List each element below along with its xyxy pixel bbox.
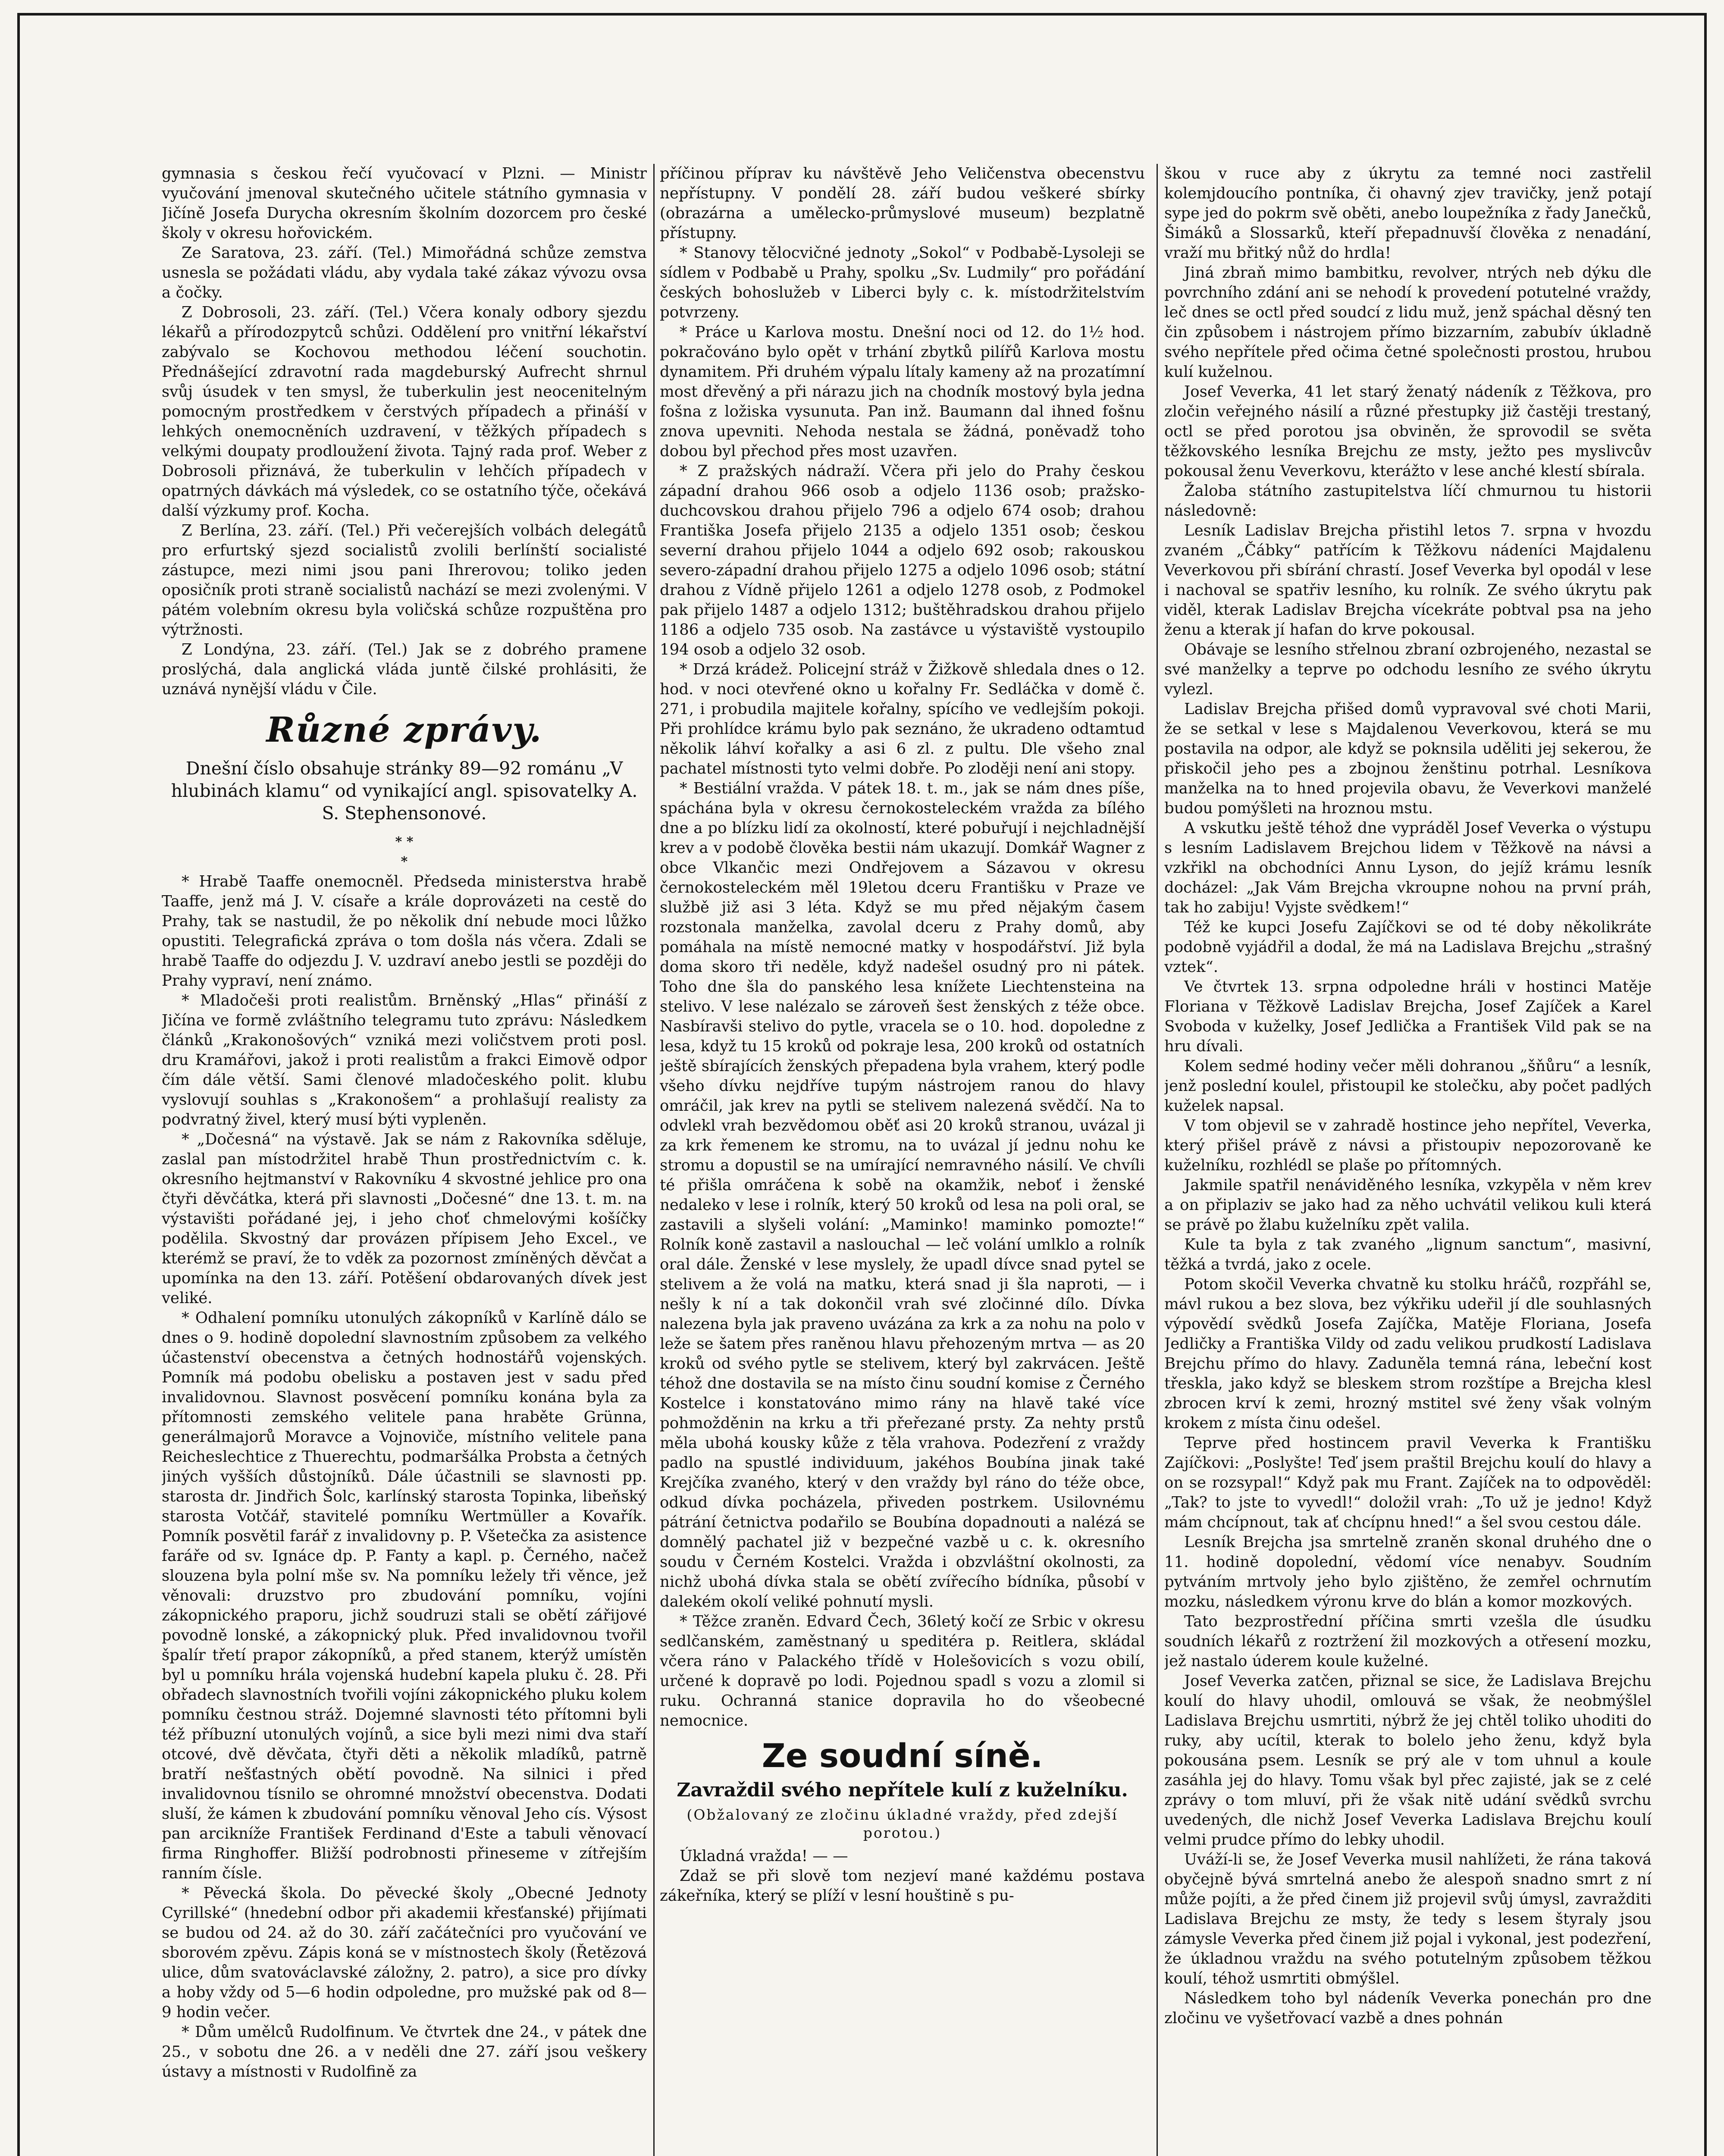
- article-paragraph: Potom skočil Veverka chvatně ku stolku hráčů, rozpřáhl se, mávl rukou a bez slova, bez výkřiku udeřil jí dle souhlasných výpovědí svědků Josefa Zajíčka, Matěje Floriana, Josefa Jedličky a Františka Vildy od zadu velikou prudkostí Ladislava Brejchu přímo do hlavy. Zaduněla temná rána, lebeční kost třeskla, jako když se bleskem strom rozštípe a Brejcha klesl zbrocen krví k zemi, hrozný mstitel své ženy však volným krokem z místa činu odešel.: [1164, 1275, 1652, 1432]
- page-border-left: [17, 13, 20, 2156]
- article-paragraph: Tato bezprostřední příčina smrti vzešla dle úsudku soudních lékařů z roztržení žil mozkových a otřesení mozku, jež nastalo úderem koule kuželné.: [1164, 1613, 1652, 1670]
- article-paragraph: Žaloba státního zastupitelstva líčí chmurnou tu historii následovně:: [1164, 482, 1652, 520]
- news-item: * Bestiální vražda. V pátek 18. t. m., jak se nám dnes píše, spáchána byla v okresu černokosteleckém vražda za bílého dne a po blízku lidí za okolností, které pobuřují i nejchladnější krev a v podobě člověka bestii nám ukazují. Domkář Wagner z obce Vlkančic mezi Ondřejovem a Sázavou v okresu černokosteleckém měl 19letou dceru Františku v Praze ve službě již asi 3 léta. Když se mu před nějakým časem rozstonala manželka, zavolal dceru z Prahy domů, aby pomáhala na místě nemocné matky v hospodářství. Již byla doma skoro tři neděle, když nadešel osudný pro ni pátek. Toho dne šla do panského lesa knížete Liechtensteina na stelivo. V lese nalézalo se zároveň šest ženských z téže obce. Nasbíravši stelivo do pytle, vracela se o 10. hod. dopoledne z lesa, když tu 15 kroků od pokraje lesa, 200 kroků od ostatních ještě sbírajících ženských přepadena byla vrahem, který podle všeho dívku nejdříve tupým nástrojem ranou do hlavy omráčil, jak krev na pytli se stelivem nalezená svědčí. Na to odvlekl vrah bezvědomou oběť asi 20 kroků stranou, uvázal ji za krk řemenem ke stromu, na to uvázal jí jednu nohu ke stromu a dopustil se na umírající nemravného násilí. Ve chvíli té přišla omráčena k sobě na okamžik, neboť i ženské nedaleko v lese i rolník, který 50 kroků od lesa na poli oral, se zastavili a slyšeli volání: „Maminko! maminko pomozte!“ Rolník koně zastavil a naslouchal — leč volání umlklo a rolník oral dále. Ženské v lese myslely, že upadl dívce snad pytel se stelivem a že volá na matku, která snad ji šla naproti, — i nešly k ní a tak dokončil vrah své zločinné dílo. Dívka nalezena byla jak praveno uvázána za krk a za nohu na polo v leže se šatem přes raněnou hlavu přehozeným mrtva — as 20 kroků od svého pytle se stelivem, který byl zakrvácen. Ještě téhož dne dostavila se na místo činu soudní komise z Černého Kostelce i konstatováno mimo rány na hlavě také více pohmožděnin na krku a tři přeřezané prsty. Za nehty prstů měla ubohá kousky kůže z těla vrahova. Podezření z vraždy padlo na spustlé individuum, jakéhos Boubína jinak také Krejčíka zvaného, který v den vraždy byl ráno do téže obce, odkud dívka pocházela, přiveden postrkem. Usilovnému pátrání četnictva podařilo se Boubína dopadnouti a nalézá se domnělý pachatel již v bezpečné vazbě u c. k. okresního soudu v Černém Kostelci. Vražda i obzvláštní okolnosti, za nichž ubohá dívka stala se obětí zvířecího bídníka, působí v dalekém okolí veliké pohnutí mysli.: [660, 780, 1145, 1611]
- news-item: * Těžce zraněn. Edvard Čech, 36letý kočí ze Srbic v okresu sedlčanském, zaměstnaný u speditéra p. Reitlera, skládal včera ráno v Palackého třídě v Holešovicích s vozu obilí, určené k dopravě po lodi. Pojednou spadl s vozu a zlomil si ruku. Ochranná stanice dopravila ho do všeobecné nemocnice.: [660, 1613, 1145, 1730]
- article-paragraph: Ladislav Brejcha přišed domů vypravoval své choti Marii, že se setkal v lese s Majdalenou Veverkovou, která se mu postavila na odpor, ale když se poknsila uděliti jej sekerou, že přiskočil jeho pes a zbojnou ženštinu potrhal. Lesníkova manželka na to hned projevila obavu, že Veverkovi manželé budou pomýšleti na hroznou mstu.: [1164, 700, 1652, 817]
- news-item: * Pěvecká škola. Do pěvecké školy „Obecné Jednoty Cyrillské“ (hnedební odbor při akademii křesťanské) přijímati se budou od 24. až do 30. září začátečníci pro vyučování ve sborovém zpěvu. Zápis koná se v místnostech školy (Řetězová ulice, dům svatováclavské záložny, 2. patro), a sice pro dívky a hoby vždy od 5—6 hodin odpoledne, pro mužské pak od 8—9 hodin večer.: [162, 1884, 647, 2021]
- article-paragraph: Ve čtvrtek 13. srpna odpoledne hráli v hostinci Matěje Floriana v Těžkově Ladislav Brejcha, Josef Zajíček a Karel Svoboda v kuželky, Josef Jedlička a František Vild pak se na hru dívali.: [1164, 978, 1652, 1055]
- news-item: * Z pražských nádraží. Včera při jelo do Prahy českou západní drahou 966 osob a odjelo 1136 osob; pražsko-duchcovskou drahou přijelo 796 a odjelo 674 osob; drahou Františka Josefa přijelo 2135 a odjelo 1351 osob; českou severní drahou přijelo 1044 a odjelo 692 osob; rakouskou severo-západní drahou přijelo 1275 a odjelo 1096 osob; státní drahou z Vídně přijelo 1261 a odjelo 1278 osob, z Podmokel pak přijelo 1487 a odjelo 1312; buštěhradskou drahou přijelo 1186 a odjelo 735 osob. Na zastávce u výstaviště vystoupilo 194 osob a odjelo 32 osob.: [660, 462, 1145, 658]
- column-rule: [653, 164, 655, 2156]
- article-paragraph: A vskutku ještě téhož dne vypráděl Josef Veverka o výstupu s lesním Ladislavem Brejchou lidem v Těžkově na návsi a vzkřikl na obchodníci Annu Lyson, do jejíž krámu lesník docházel: „Jak Vám Brejcha vkroupne nohou na první práh, tak ho zabiju! Vyjste svědkem!“: [1164, 819, 1652, 916]
- article-paragraph: Následkem toho byl nádeník Veverka ponechán pro dne zločinu ve vyšetřovací vazbě a dnes pohnán: [1164, 1990, 1652, 2027]
- article-paragraph: Z Dobrosoli, 23. září. (Tel.) Včera konaly odbory sjezdu lékařů a přírodozpytců schůzi. Oddělení pro vnitřní lékařství zabývalo se Kochovou methodou léčení souchotin. Přednášející zdravotní rada magdeburský Aufrecht shrnul svůj úsudek v ten smysl, že tuberkulin jest neocenitelným pomocným prostředkem v čerstvých případech a přináší v lehkých onemocněních uzdravení, v těžkých případech s velkými doupaty prodloužení života. Tajný rada prof. Weber z Dobrosoli přiznává, že tuberkulin v lehčích případech v opatrných dávkách má výsledek, co se ostatního týče, očekává další výzkumy prof. Kocha.: [162, 304, 647, 520]
- article-paragraph: Též ke kupci Josefu Zajíčkovi se od té doby několikráte podobně vyjádřil a dodal, že má na Ladislava Brejchu „strašný vztek“.: [1164, 918, 1652, 976]
- article-paragraph: Z Londýna, 23. září. (Tel.) Jak se z dobrého pramene proslýchá, dala anglická vláda juntě čilské prohlásiti, že uznává nynější vládu v Čile.: [162, 641, 647, 698]
- article-paragraph: gymnasia s českou řečí vyučovací v Plzni. — Ministr vyučování jmenoval skutečného učitele státního gymnasia v Jičíně Josefa Durycha okresním školním dozorcem pro české školy v okresu hořovickém.: [162, 165, 647, 242]
- column-2: [660, 164, 1145, 2156]
- news-item: * Drzá krádež. Policejní stráž v Žižkově shledala dnes o 12. hod. v noci otevřené okno u kořalny Fr. Sedláčka v domě č. 271, i probudila majitele kořalny, spícího ve vedlejším pokoji. Při prohlídce krámu bylo pak seznáno, že ukradeno odtamtud několik láhví kořalky a asi 6 zl. z pultu. Dle všeho znal pachatel místnosti tyto velmi dobře. Po zloději není ani stopy.: [660, 661, 1145, 777]
- column-rule: [1157, 164, 1158, 2156]
- article-paragraph: Lesník Ladislav Brejcha přistihl letos 7. srpna v hvozdu zvaném „Čábky“ patřícím k Těžkovu nádeníci Majdalenu Veverkovou při sbírání chrastí. Josef Veverka byl opodál v lese i nachoval se spatřiv lesního, ku rolník. Ze svého úkrytu pak viděl, kterak Ladislav Brejcha vícekráte pobtval psa na jeho ženu a kterak jí hafan do krve pokousal.: [1164, 522, 1652, 639]
- news-item: * Stanovy tělocvičné jednoty „Sokol“ v Podbabě-Lysoleji se sídlem v Podbabě u Prahy, spolku „Sv. Ludmily“ pro pořádání českých bohoslužeb v Liberci byly c. k. místodržitelstvím potvrzeny.: [660, 244, 1145, 321]
- article-paragraph: Z Berlína, 23. září. (Tel.) Při večerejších volbách delegátů pro erfurtský sjezd socialistů zvolili berlínští socialisté zástupce, mezi nimi jsou pani Ihrerovou; toliko jeden oposičník proti straně socialistů nachází se mezi zvolenými. V pátém volebním okresu byla voličská schůze rozpuštěna pro výtržnosti.: [162, 522, 647, 639]
- page-border-top: [17, 13, 1707, 16]
- novel-notice: Dnešní číslo obsahuje stránky 89—92 románu „V hlubinách klamu“ od vynikající angl. spisovatelky A. S. Stephensonové.: [171, 758, 638, 824]
- news-item: * Dům umělců Rudolfinum. Ve čtvrtek dne 24., v pátek dne 25., v sobotu dne 26. a v neděli dne 27. září jsou veškery ústavy a místnosti v Rudolfině za: [162, 2023, 647, 2081]
- news-item: * Práce u Karlova mostu. Dnešní noci od 12. do 1½ hod. pokračováno bylo opět v trhání zbytků pilířů Karlova mostu dynamitem. Při druhém výpalu lítaly kameny až na prozatímní most dřevěný a při nárazu jich na chodník mostový byla jedna fošna z ložiska vysunuta. Pan inž. Baumann dal ihned fošnu znova upevniti. Nehoda nestala se žádná, poněvadž toho dobou byl přechod přes most uzavřen.: [660, 323, 1145, 460]
- article-title: Zavraždil svého nepřítele kulí z kuželníku.: [677, 1779, 1128, 1801]
- news-item: * Hrabě Taaffe onemocněl. Předseda ministerstva hrabě Taaffe, jenž má J. V. císaře a krále doprovázeti na cestě do Prahy, tak se nastudil, že po několik dní nebude moci lůžko opustiti. Telegrafická zpráva o tom došla nás včera. Zdali se hrabě Taaffe do odjezdu J. V. uzdraví anebo jestli se později do Prahy vypraví, není známo.: [162, 873, 647, 990]
- page-border-right: [1704, 13, 1707, 2156]
- article-paragraph: Josef Veverka, 41 let starý ženatý nádeník z Těžkova, pro zločin veřejného násilí a různé přestupky již častěji trestaný, octl se před porotou jsa obviněn, že sprovodil se světa těžkovského lesníka Brejchu ze msty, ježto pes myslivcův pokousal ženu Veverkovu, kterážto v lese anché klestí sbírala.: [1164, 383, 1652, 480]
- news-item: * Odhalení pomníku utonulých zákopníků v Karlíně dálo se dnes o 9. hodině dopolední slavnostním způsobem za velkého účastenství obecenstva a četných hodnostářů vojenských. Pomník má podobu obelisku a postaven jest v sadu před invalidovnou. Slavnost posvěcení pomníku konána byla za přítomnosti zemského velitele pana hraběte Grünna, generálmajorů Moravce a Vojnoviče, místního velitele pana Reicheslechtice z Thuerechtu, podmaršálka Probsta a četných jiných vyšších důstojníků. Dále účastnili se slavnosti pp. starosta dr. Jindřich Šolc, karlínský starosta Topinka, libeňský starosta Votčář, stavitelé pomníku Wertmüller a Kovařík. Pomník posvětil farář z invalidovny p. P. Všetečka za asistence faráře od sv. Ignáce dp. P. Fanty a kapl. p. Černého, načež slouzena byla polní mše sv. Na pomníku ležely tři věnce, jež věnovali: druzstvo pro zbudování pomníku, vojíni zákopnického praporu, jichž soudruzi stali se obětí zářijové povodně lonské, a zákopnický pluk. Před invalidovnou tvořil špalír třetí prapor zákopníků, a před stanem, kterýž umístěn byl u pomníku hrála vojenská hudební kapela pluku č. 28. Při obřadech slavnostních tvořili vojíni zákopnického pluku kolem pomníku čestnou stráž. Dojemné slavnosti této přítomni byli též příbuzní utonulých vojínů, a sice byli mezi nimi dva staří otcové, dvě děvčata, čtyři děti a několik mladíků, patrně bratří nešťastných obětí povodně. Na silnici i před invalidovnou tísnilo se ohromné množství obecenstva. Dodati sluší, že kámen k zbudování pomníku věnoval Jeho cís. Výsost pan arcikníže František Ferdinand d'Este a tabuli věnovací firma Ringhoffer. Bližší podrobnosti přineseme v zítřejším ranním čísle.: [162, 1309, 647, 1882]
- column-1: [162, 164, 647, 2156]
- article-paragraph: Kolem sedmé hodiny večer měli dohranou „šňůru“ a lesník, jenž poslední koulel, přistoupil ke stolečku, aby počet padlých kuželek napsal.: [1164, 1057, 1652, 1115]
- section-heading: Různé zprávy.: [266, 709, 542, 750]
- section-heading: Ze soudní síně.: [762, 1736, 1043, 1775]
- news-item: * Mladočeši proti realistům. Brněnský „Hlas“ přináší z Jičína ve formě zvláštního telegramu tuto zprávu: Následkem článků „Krakonošových“ vzniká mezi voličstvem proti posl. dru Kramářovi, jakož i proti realistům a frakci Eimově odpor čím dále větší. Sami členové mladočeského polit. klubu vyslovují souhlas s „Krakonošem“ a prohlašují realisty za podvratný živel, který musí býti vypleněn.: [162, 992, 647, 1128]
- article-paragraph: Josef Veverka zatčen, přiznal se sice, že Ladislava Brejchu koulí do hlavy uhodil, omlouvá se však, že neobmýšlel Ladislava Brejchu usmrtiti, nýbrž že jej chtěl toliko uhoditi do ruky, aby ucítil, kterak to bolelo jeho ženu, když byla pokousána psem. Lesník se prý ale v tom uhnul a koule zasáhla jej do hlavy. Tomu však byl přec zajisté, jak se z celé zprávy o tom mluví, při že však nitě udání svědků svrchu uvedených, dle nichž Josef Veverka Ladislava Brejchu koulí velmi prudce přímo do lebky uhodil.: [1164, 1672, 1652, 1849]
- article-paragraph: V tom objevil se v zahradě hostince jeho nepřítel, Veverka, který přišel právě z návsi a přistoupiv nepozorovaně ke kuželníku, rozhlédl se plaše po přítomných.: [1164, 1117, 1652, 1174]
- article-paragraph: Jakmile spatřil nenáviděného lesníka, vzkypěla v něm krev a on připlaziv se jako had za něho uchvátil velikou kuli která se právě po žlabu kuželníku zpět valila.: [1164, 1176, 1652, 1234]
- article-subtitle: (Obžalovaný ze zločinu úkladné vraždy, před zdejší porotou.): [686, 1806, 1118, 1841]
- article-paragraph: Uváží-li se, že Josef Veverka musil nahlížeti, že rána taková obyčejně bývá smrtelná anebo že alespoň snadno smrt z ní může pojíti, a že před činem již projevil svůj úmysl, zavražditi Ladislava Brejchu ze msty, že tedy s lesem štyraly jsou zámysle Veverka před činem již pojal i vykonal, jest podezření, že úkladnou vraždu na svého potutelným způsobem těžkou koulí, téhož usmrtiti obmýšlel.: [1164, 1851, 1652, 1987]
- article-paragraph: Kule ta byla z tak zvaného „lignum sanctum“, masivní, těžká a tvrdá, jako z ocele.: [1164, 1236, 1652, 1273]
- article-paragraph: Ze Saratova, 23. září. (Tel.) Mimořádná schůze zemstva usnesla se požádati vládu, aby vydala také zákaz vývozu ovsa a čočky.: [162, 244, 647, 301]
- separator-stars: * * *: [395, 834, 414, 869]
- news-item: * „Dočesná“ na výstavě. Jak se nám z Rakovníka sděluje, zaslal pan místodržitel hrabě Thun prostřednictvím c. k. okresního hejtmanství v Rakovníku 4 skvostné jehlice pro ona čtyři děvčátka, která při slavnosti „Dočesné“ dne 13. t. m. na výstavišti pořádané jej, i jeho choť chmelovými košíčky podělila. Skvostný dar provázen přípisem Jeho Excel., ve kterémž se praví, že to vděk za pozornost zmíněných děvčat a upomínka na den 13. září. Potěšení obdarovaných dívek jest veliké.: [162, 1131, 647, 1307]
- news-item: příčinou příprav ku návštěvě Jeho Veličenstva obecenstvu nepřístupny. V pondělí 28. září budou veškeré sbírky (obrazárna a umělecko-průmyslové museum) bezplatně přístupny.: [660, 165, 1145, 242]
- article-paragraph: Úkladná vražda! — —: [680, 1847, 848, 1865]
- column-3: [1164, 164, 1652, 2156]
- article-paragraph: škou v ruce aby z úkrytu za temné noci zastřelil kolemjdoucího pontníka, či ohavný zjev travičky, jenž potají sype jed do pokrm svě oběti, anebo loupežníka z řady Janečků, Šimáků a Slossarků, kteří přepadnuvší člověka z nenadání, vraží mu břitký nůž do hrdla!: [1164, 165, 1652, 262]
- article-paragraph: Teprve před hostincem pravil Veverka k Františku Zajíčkovi: „Poslyšte! Teď jsem praštil Brejchu koulí do hlavy a on se rozsypal!“ Když pak mu Frant. Zajíček na to odpověděl: „Tak? to jste to vyvedl!“ doložil vrah: „To už je jedno! Když mám chcípnout, tak ať chcípnu hned!“ a šel svou cestou dále.: [1164, 1434, 1652, 1531]
- article-paragraph: Lesník Brejcha jsa smrtelně zraněn skonal druhého dne o 11. hodině dopolední, vědomí více nenabyv. Soudním pytváním mrtvoly jeho bylo zjištěno, že zemřel ochrnutím mozku, následkem výronu krve do blán a komor mozkových.: [1164, 1533, 1652, 1611]
- article-paragraph: Jiná zbraň mimo bambitku, revolver, ntrých neb dýku dle povrchního zdání ani se nehodí k provedení potutelné vraždy, leč dnes se octl před soudcí z lidu muž, jenž spáchal děsný ten čin způsobem i nástrojem přímo bizzarním, zabubív úkladně svého nepřítele před očima četné společnosti prostou, hrubou kulí kuželnou.: [1164, 264, 1652, 381]
- article-paragraph: Zdaž se při slově tom nezjeví mané každému postava zákeřníka, který se plíží v lesní houštině s pu-: [660, 1867, 1145, 1905]
- article-paragraph: Obávaje se lesního střelnou zbraní ozbrojeného, nezastal se své manželky a teprve po odchodu lesního ze svého úkrytu vylezl.: [1164, 641, 1652, 698]
